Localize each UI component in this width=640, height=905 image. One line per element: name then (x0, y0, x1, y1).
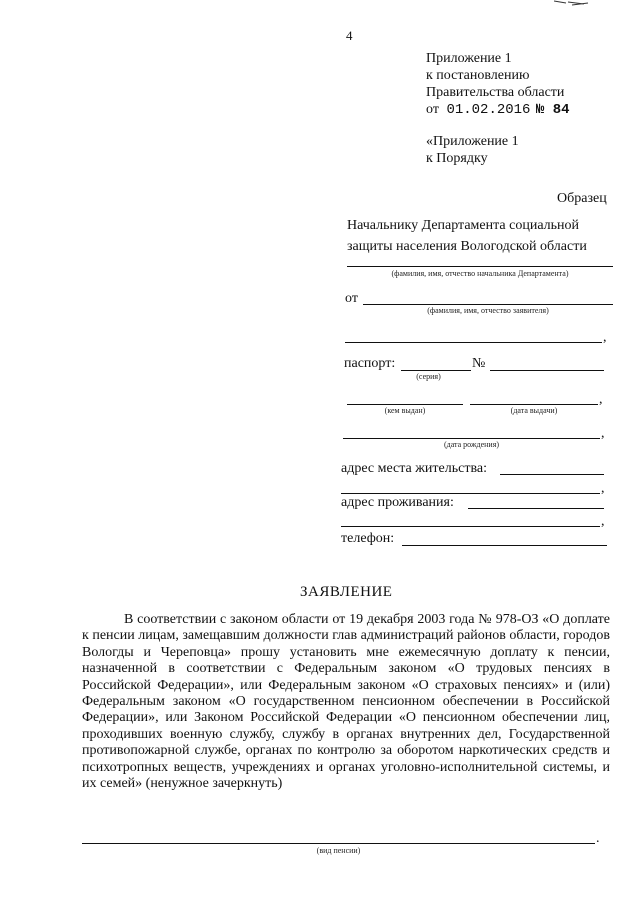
attachment2-line-1: «Приложение 1 (426, 134, 519, 149)
applicant-name-line-2[interactable] (345, 342, 602, 343)
attachment-date-prefix: от (426, 102, 439, 117)
comma-4: , (601, 481, 605, 496)
attachment-number: № 84 (535, 102, 570, 118)
page-number: 4 (346, 28, 353, 43)
attachment-date: 01.02.2016 (446, 102, 531, 118)
applicant-name-caption: (фамилия, имя, отчество заявителя) (427, 306, 549, 315)
from-label: от (345, 291, 358, 306)
registration-address-line[interactable] (500, 474, 604, 475)
passport-label: паспорт: (344, 356, 396, 371)
addressee-block (347, 217, 627, 255)
attachment-date-line (426, 101, 626, 119)
sample-label: Образец (557, 191, 607, 206)
statement-body (82, 612, 610, 792)
residence-address-label: адрес проживания: (341, 495, 454, 510)
trailing-period: . (596, 831, 600, 846)
pension-type-line[interactable] (82, 843, 595, 844)
birth-date-caption: (дата рождения) (443, 440, 500, 449)
phone-label: телефон: (341, 531, 395, 546)
top-edge-marks (554, 0, 590, 6)
comma-5: , (601, 514, 605, 529)
comma-1: , (603, 330, 607, 345)
attachment2-block (426, 133, 626, 167)
residence-address-line[interactable] (468, 508, 604, 509)
issued-by-caption: (кем выдан) (384, 406, 426, 415)
passport-series-caption: (серия) (416, 372, 441, 381)
comma-3: , (601, 426, 605, 441)
attachment-line-2: к постановлению (426, 68, 530, 83)
head-name-caption: (фамилия, имя, отчество начальника Департамента) (391, 269, 569, 278)
issue-date-line[interactable] (470, 404, 598, 405)
phone-line[interactable] (402, 545, 607, 546)
pension-type-caption: (вид пенсии) (316, 846, 361, 855)
applicant-name-line[interactable] (363, 304, 613, 305)
attachment2-line-2: к Порядку (426, 151, 488, 166)
passport-number-sign: № (472, 356, 486, 371)
statement-title: ЗАЯВЛЕНИЕ (300, 584, 393, 600)
passport-number-line[interactable] (490, 370, 604, 371)
residence-address-line-2[interactable] (341, 526, 600, 527)
attachment-line-3: Правительства области (426, 85, 565, 100)
issue-date-caption: (дата выдачи) (510, 406, 558, 415)
passport-series-line[interactable] (401, 370, 471, 371)
head-name-line[interactable] (347, 266, 613, 267)
attachment-block (426, 50, 626, 119)
registration-address-label: адрес места жительства: (341, 461, 487, 476)
comma-2: , (599, 392, 603, 407)
addressee-line-1: Начальнику Департамента социальной (347, 218, 580, 233)
addressee-line-2: защиты населения Вологодской области (347, 239, 587, 254)
birth-date-line[interactable] (343, 438, 600, 439)
issued-by-line[interactable] (347, 404, 463, 405)
attachment-line-1: Приложение 1 (426, 51, 512, 66)
statement-paragraph: В соответствии с законом области от 19 декабря 2003 года № 978-ОЗ «О доплате к пенсии лицам, замещавшим должности глав администраций районов области, городов Вологды и Череповца» прошу установить мне ежемесячную доплату к пенсии, назначенной в соответствии с Федеральным законом «О трудовых пенсиях в Российской Федерации», или Федеральным законом «О страховых пенсиях» и (или) Федеральным законом «О государственном пенсионном обеспечении в Российской Федерации», или Законом Российской Федерации «О пенсионном обеспечении лиц, проходивших военную службу, службу в органах внутренних дел, Государственной противопожарной службе, органах по контролю за оборотом наркотических средств и психотропных веществ, учреждениях и органах уголовно-исполнительной системы, и их семей» (ненужное зачеркнуть) (82, 612, 610, 792)
